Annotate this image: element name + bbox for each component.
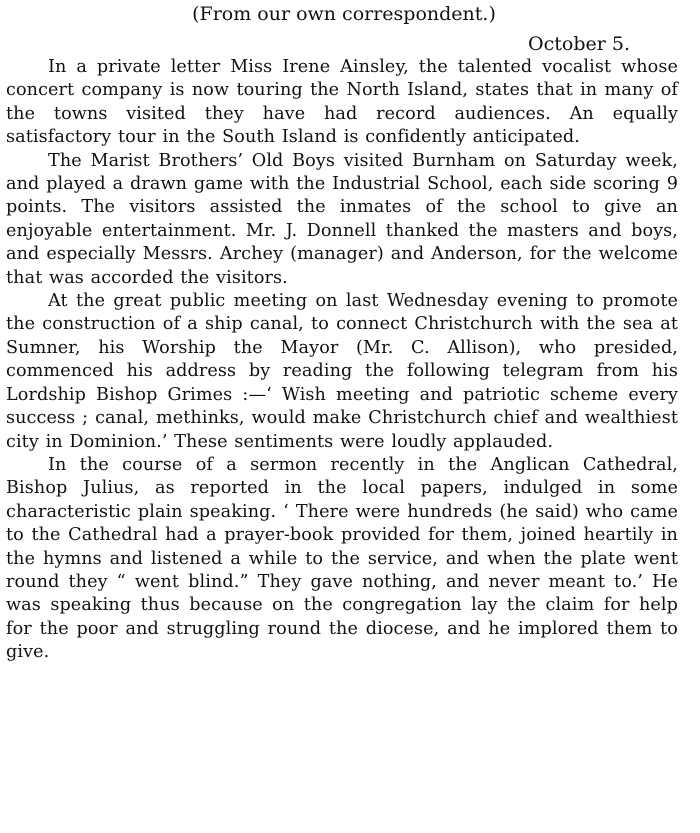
paragraph-ship-canal: At the great public meeting on last Wednesday evening to promote the construction of a ship canal, to connect Christchurch with the sea at Sumner, his Worship the Mayor (Mr. C. Allison), who presided, commenced his address by reading the following telegram from his Lordship Bishop Grimes :—‘ Wish meeting and patriotic scheme every success ; canal, methinks, would make Christchurch chief and wealthiest city in Dominion.’ These sentiments were loudly applauded. <box>6 291 678 452</box>
paragraph-bishop-julius: In the course of a sermon recently in the Anglican Cathedral, Bishop Julius, as reported in the local papers, indulged in some characteristic plain speaking. ‘ There were hundreds (he said) who came to the Cathedral had a prayer-book provided for them, joined heartily in the hymns and listened a while to the service, and when the plate went round they “ went blind.” They gave nothing, and never meant to.’ He was speaking thus because on the congregation lay the claim for help for the poor and struggling round the diocese, and he implored them to give. <box>6 454 678 663</box>
correspondent-credit: (From our own correspondent.) <box>192 3 496 25</box>
paragraph-marist-brothers: The Marist Brothers’ Old Boys visited Burnham on Saturday week, and played a drawn game with the Industrial School, each side scoring 9 points. The visitors assisted the inmates of the school to give an enjoyable entertainment. Mr. J. Donnell thanked the masters and boys, and especially Messrs. Archey (manager) and Anderson, for the welcome that was accorded the visitors. <box>6 150 678 288</box>
dateline: October 5. <box>528 33 630 55</box>
paragraph-irene-ainsley: In a private letter Miss Irene Ainsley, the talented vocalist whose concert company is now touring the North Island, states that in many of the towns visited they have had record audiences. An equally satisfactory tour in the South Island is confidently anticipated. <box>6 57 678 148</box>
